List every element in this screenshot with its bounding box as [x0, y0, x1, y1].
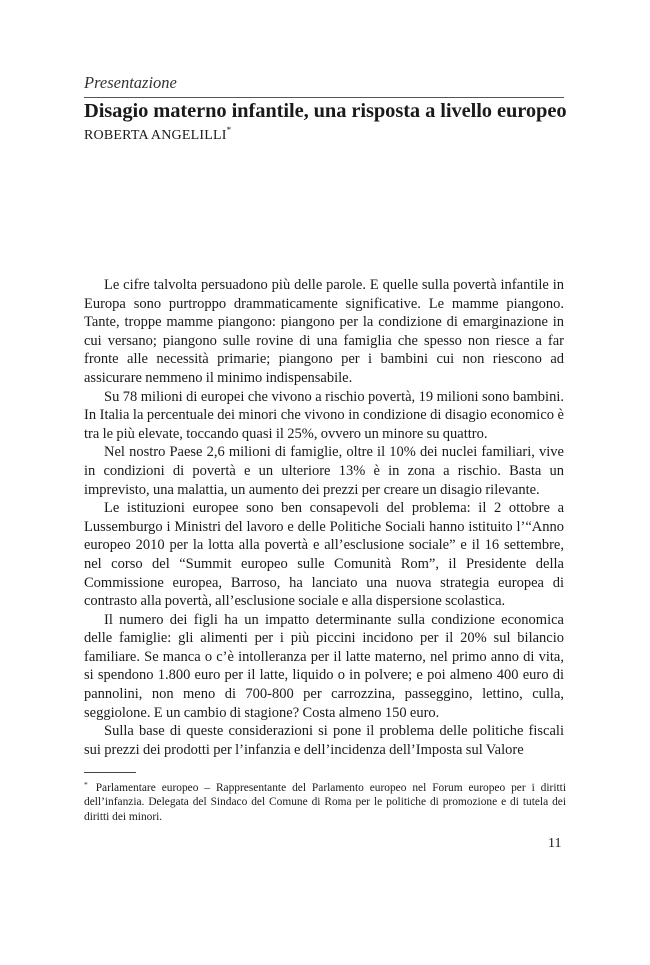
paragraph: Sulla base di queste considerazioni si pone il problema delle politiche fiscali sui prezzi dei prodotti per l’infanzia e dell’incidenza dell’Imposta sul Valore [84, 723, 564, 758]
footnote-text: Parlamentare europeo – Rappresentante del Parlamento europeo nel Forum europeo per i diritti dell’infanzia. Delegata del Sindaco del Comune di Roma per le politiche di promozione e di tutela dei diritti dei minori. [84, 782, 566, 823]
author-name: ROBERTA ANGELILLI [84, 128, 227, 143]
paragraph: Le istituzioni europee sono ben consapevoli del problema: il 2 ottobre a Lussemburgo i Ministri del lavoro e delle Politiche Sociali hanno istituito l’“Anno europeo 2010 per la lotta alla povertà e all’esclusione sociale” e il 16 settembre, nel corso del “Summit europeo sulle Comunità Rom”, il Presidente della Commissione europea, Barroso, ha lanciato una nuova strategia europea di contrasto alla povertà, all’esclusione sociale e alla dispersione scolastica. [84, 500, 564, 610]
author-footnote-mark: * [226, 125, 232, 135]
paragraph: Nel nostro Paese 2,6 milioni di famiglie, oltre il 10% dei nuclei familiari, vive in condizioni di povertà e un ulteriore 13% è in zona a rischio. Basta un imprevisto, una malattia, un aumento dei prezzi per creare un disagio rilevante. [84, 444, 564, 498]
paragraph: Su 78 milioni di europei che vivono a rischio povertà, 19 milioni sono bambini. In Italia la percentuale dei minori che vivono in condizione di disagio economico è tra le più elevate, toccando quasi il 25%, ovvero un minore su quattro. [84, 388, 564, 442]
paragraph: Le cifre talvolta persuadono più delle parole. E quelle sulla povertà infantile in Europa sono purtroppo drammaticamente significative. Le mamme piangono. Tante, troppe mamme piangono: piangono per la condizione di emarginazione in cui versano; piangono sulle rovine di una famiglia che spesso non riesce a far fronte alle necessità primarie; piangono per i bambini cui non riescono ad assicurare nemmeno il minimo indispensabile. [84, 277, 564, 386]
section-label: Presentazione [84, 73, 177, 92]
header-rule [84, 97, 564, 98]
paragraph: Il numero dei figli ha un impatto determinante sulla condizione economica delle famiglie: gli alimenti per i più piccini incidono per il 20% sul bilancio familiare. Se manca o c’è intolleranza per il latte materno, nel primo anno di vita, si spendono 1.800 euro per il latte, liquido o in polvere; e poi almeno 400 euro di pannolini, non meno di 700-800 per carrozzina, passeggino, lettino, culla, seggiolone. E un cambio di stagione? Costa almeno 150 euro. [84, 611, 564, 721]
footnote [84, 778, 566, 824]
author-line [84, 125, 231, 144]
page-number: 11 [548, 836, 562, 851]
article-body [84, 276, 564, 759]
footnote-mark: * [84, 780, 88, 789]
footnote-rule [84, 772, 136, 773]
article-title: Disagio materno infantile, una risposta a livello europeo [84, 100, 567, 122]
